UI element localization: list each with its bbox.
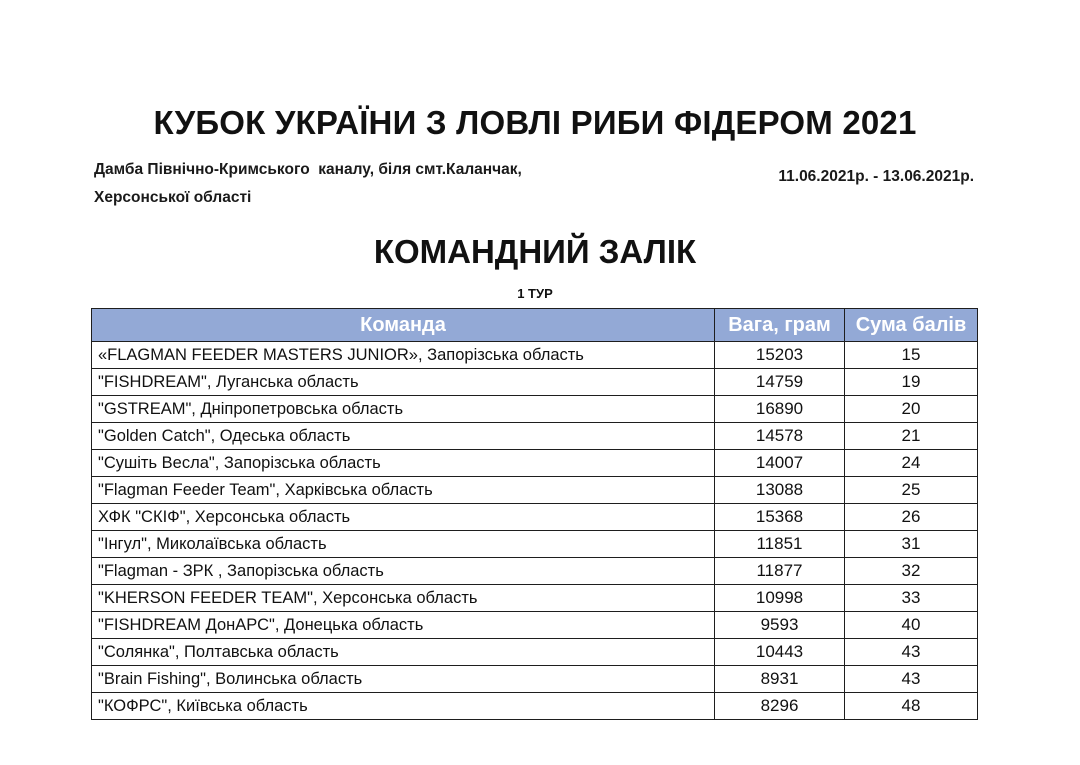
weight-cell: 9593: [715, 612, 845, 639]
team-cell: "GSTREAM", Дніпропетровська область: [92, 396, 715, 423]
weight-cell: 10443: [715, 639, 845, 666]
table-row: [92, 693, 978, 720]
table-row: [92, 585, 978, 612]
table-row: [92, 612, 978, 639]
points-cell: 25: [845, 477, 978, 504]
weight-cell: 14759: [715, 369, 845, 396]
table-row: [92, 477, 978, 504]
page-title: КУБОК УКРАЇНИ З ЛОВЛІ РИБИ ФІДЕРОМ 2021: [153, 104, 917, 141]
points-cell: 15: [845, 342, 978, 369]
points-cell: 43: [845, 666, 978, 693]
location-line-1: Дамба Північно-Кримського каналу, біля смт.Каланчак,: [94, 161, 522, 178]
team-cell: "Солянка", Полтавська область: [92, 639, 715, 666]
table-row: [92, 639, 978, 666]
weight-cell: 16890: [715, 396, 845, 423]
team-cell: "Flagman Feeder Team", Харківська область: [92, 477, 715, 504]
location: [94, 156, 694, 212]
team-cell: ХФК "СКІФ", Херсонська область: [92, 504, 715, 531]
team-cell: "Flagman - ЗРК , Запорізська область: [92, 558, 715, 585]
round-label: 1 ТУР: [517, 286, 553, 301]
weight-cell: 15368: [715, 504, 845, 531]
points-cell: 48: [845, 693, 978, 720]
team-cell: "Brain Fishing", Волинська область: [92, 666, 715, 693]
team-cell: "KHERSON FEEDER TEAM", Херсонська область: [92, 585, 715, 612]
weight-cell: 8296: [715, 693, 845, 720]
table-row: [92, 396, 978, 423]
points-cell: 33: [845, 585, 978, 612]
results-table: [91, 308, 978, 720]
points-cell: 24: [845, 450, 978, 477]
table-row: [92, 531, 978, 558]
table-row: [92, 558, 978, 585]
points-cell: 43: [845, 639, 978, 666]
column-header-weight: Вага, грам: [715, 309, 845, 342]
weight-cell: 11877: [715, 558, 845, 585]
points-cell: 26: [845, 504, 978, 531]
weight-cell: 11851: [715, 531, 845, 558]
results-table-body: [92, 342, 978, 720]
table-row: [92, 423, 978, 450]
results-table-header: [92, 309, 978, 342]
table-row: [92, 666, 978, 693]
team-cell: «FLAGMAN FEEDER MASTERS JUNIOR», Запорізська область: [92, 342, 715, 369]
location-line-2: Херсонської області: [94, 189, 252, 206]
points-cell: 40: [845, 612, 978, 639]
table-row: [92, 369, 978, 396]
team-cell: "FISHDREAM ДонАРС", Донецька область: [92, 612, 715, 639]
points-cell: 31: [845, 531, 978, 558]
points-cell: 32: [845, 558, 978, 585]
team-cell: "КОФРС", Київська область: [92, 693, 715, 720]
column-header-points: Сума балів: [845, 309, 978, 342]
table-row: [92, 450, 978, 477]
points-cell: 20: [845, 396, 978, 423]
section-title: КОМАНДНИЙ ЗАЛІК: [373, 233, 697, 270]
team-cell: "Сушіть Весла", Запорізська область: [92, 450, 715, 477]
column-header-team: Команда: [92, 309, 715, 342]
weight-cell: 8931: [715, 666, 845, 693]
table-row: [92, 504, 978, 531]
weight-cell: 14578: [715, 423, 845, 450]
team-cell: "Інгул", Миколаївська область: [92, 531, 715, 558]
team-cell: "Golden Catch", Одеська область: [92, 423, 715, 450]
header-row: [92, 309, 978, 342]
weight-cell: 13088: [715, 477, 845, 504]
weight-cell: 14007: [715, 450, 845, 477]
points-cell: 21: [845, 423, 978, 450]
table-row: [92, 342, 978, 369]
weight-cell: 15203: [715, 342, 845, 369]
points-cell: 19: [845, 369, 978, 396]
event-dates: 11.06.2021р. - 13.06.2021р.: [778, 168, 974, 185]
team-cell: "FISHDREAM", Луганська область: [92, 369, 715, 396]
weight-cell: 10998: [715, 585, 845, 612]
